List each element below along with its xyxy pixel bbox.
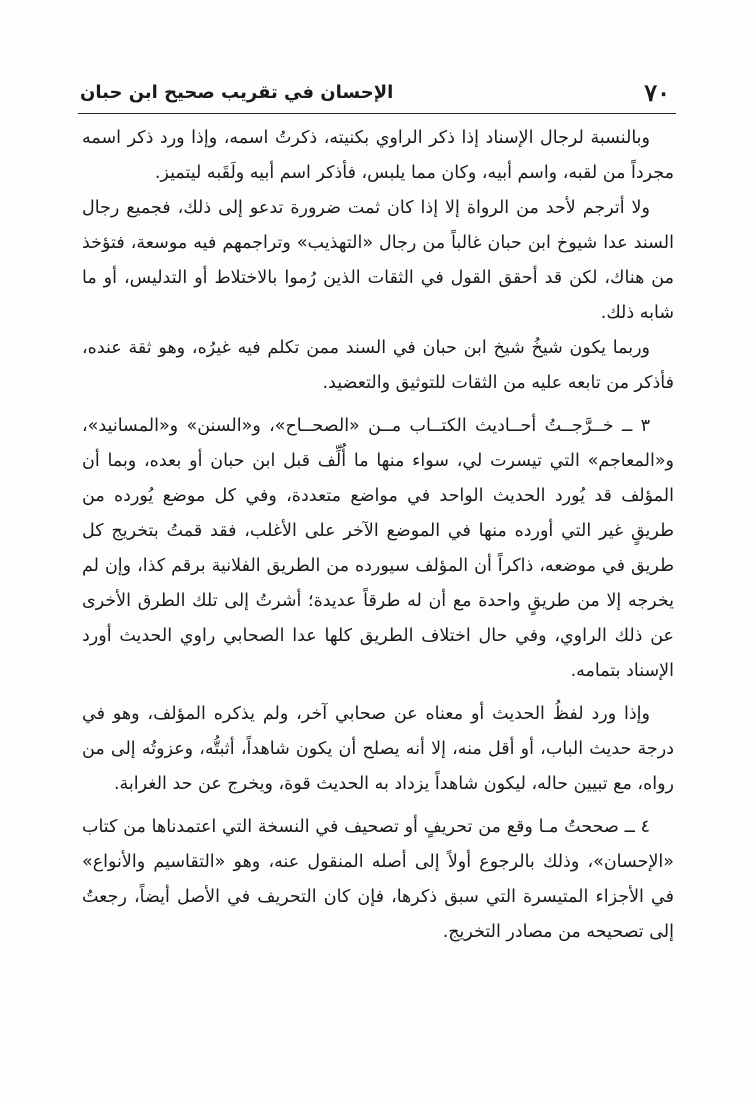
paragraph-item-4-corrections: ٤ ــ صححتُ مـا وقع من تحريفٍ أو تصحيف في النسخة التي اعتمدناها من كتاب «الإحسان»، وذلك بالرجوع أولاً إلى أصله المنقول عنه، وهو «التقاسيم والأنواع» في الأجزاء المتيسرة التي سبق ذكرها، فإن كان التحريف في الأصل أيضاً، رجعتُ إلى تصحيحه من مصادر التخريج.: [82, 817, 674, 942]
paragraph-narrator-biographies: ولا أترجم لأحد من الرواة إلا إذا كان ثمت ضرورة تدعو إلى ذلك، فجميع رجال السند عدا شيوخ ابن حبان غالباً من رجال «التهذيب» وتراجمهم فيه موسعة، فتؤخذ من هناك، لكن قد أحقق القول في الثقات الذين رُموا بالاختلاط أو التدليس، أو ما شابه ذلك.: [82, 198, 674, 323]
page-header: [78, 74, 676, 108]
running-title: الإحسان في تقريب صحيح ابن حبان: [80, 82, 394, 103]
page-number: ٧٠: [644, 78, 670, 107]
paragraph-supporting-hadith: وإذا ورد لفظُ الحديث أو معناه عن صحابي آخر، ولم يذكره المؤلف، وهو في درجة حديث الباب، أو أقل منه، إلا أنه يصلح أن يكون شاهداً، أثبتُّه، وعزوتُه إلى من رواه، مع تبيين حاله، ليكون شاهداً يزداد به الحديث قوة، ويخرج عن حد الغرابة.: [82, 704, 674, 794]
page-body: [82, 121, 674, 950]
paragraph-shaykh-of-shaykh: وربما يكون شيخُ شيخ ابن حبان في السند ممن تكلم فيه غيرُه، وهو ثقة عنده، فأذكر من تابعه عليه من الثقات للتوثيق والتعضيد.: [82, 338, 674, 393]
paragraph-narrator-names: وبالنسبة لرجال الإسناد إذا ذكر الراوي بكنيته، ذكرتُ اسمه، وإذا ورد ذكر اسمه مجرداً من لقبه، واسم أبيه، وكان مما يلبس، فأذكر اسم أبيه ولَقَبه ليتميز.: [82, 128, 674, 183]
header-divider: [78, 113, 676, 114]
paragraph-item-3-takhrij: ٣ ــ خــرَّجــتُ أحــاديث الكتــاب مــن «الصحــاح»، و«السنن» و«المسانيد»، و«المعاجم» التي تيسرت لي، سواء منها ما أُلِّف قبل ابن حبان أو بعده، وبما أن المؤلف قد يُورد الحديث الواحد في مواضع متعددة، وفي كل موضع يُورده من طريقٍ غير التي أورده منها في الموضع الآخر على الأغلب، فقد قمتُ بتخريج كل طريق في موضعه، ذاكراً أن المؤلف سيورده من الطريق الفلانية برقم كذا، وإن لم يخرجه إلا من طريقٍ واحدة مع أن له طرقاً عديدة؛ أشرتُ إلى تلك الطرق الأخرى عن ذلك الراوي، وفي حال اختلاف الطريق كلها عدا الصحابي راوي الحديث أورد الإسناد بتمامه.: [82, 416, 674, 681]
